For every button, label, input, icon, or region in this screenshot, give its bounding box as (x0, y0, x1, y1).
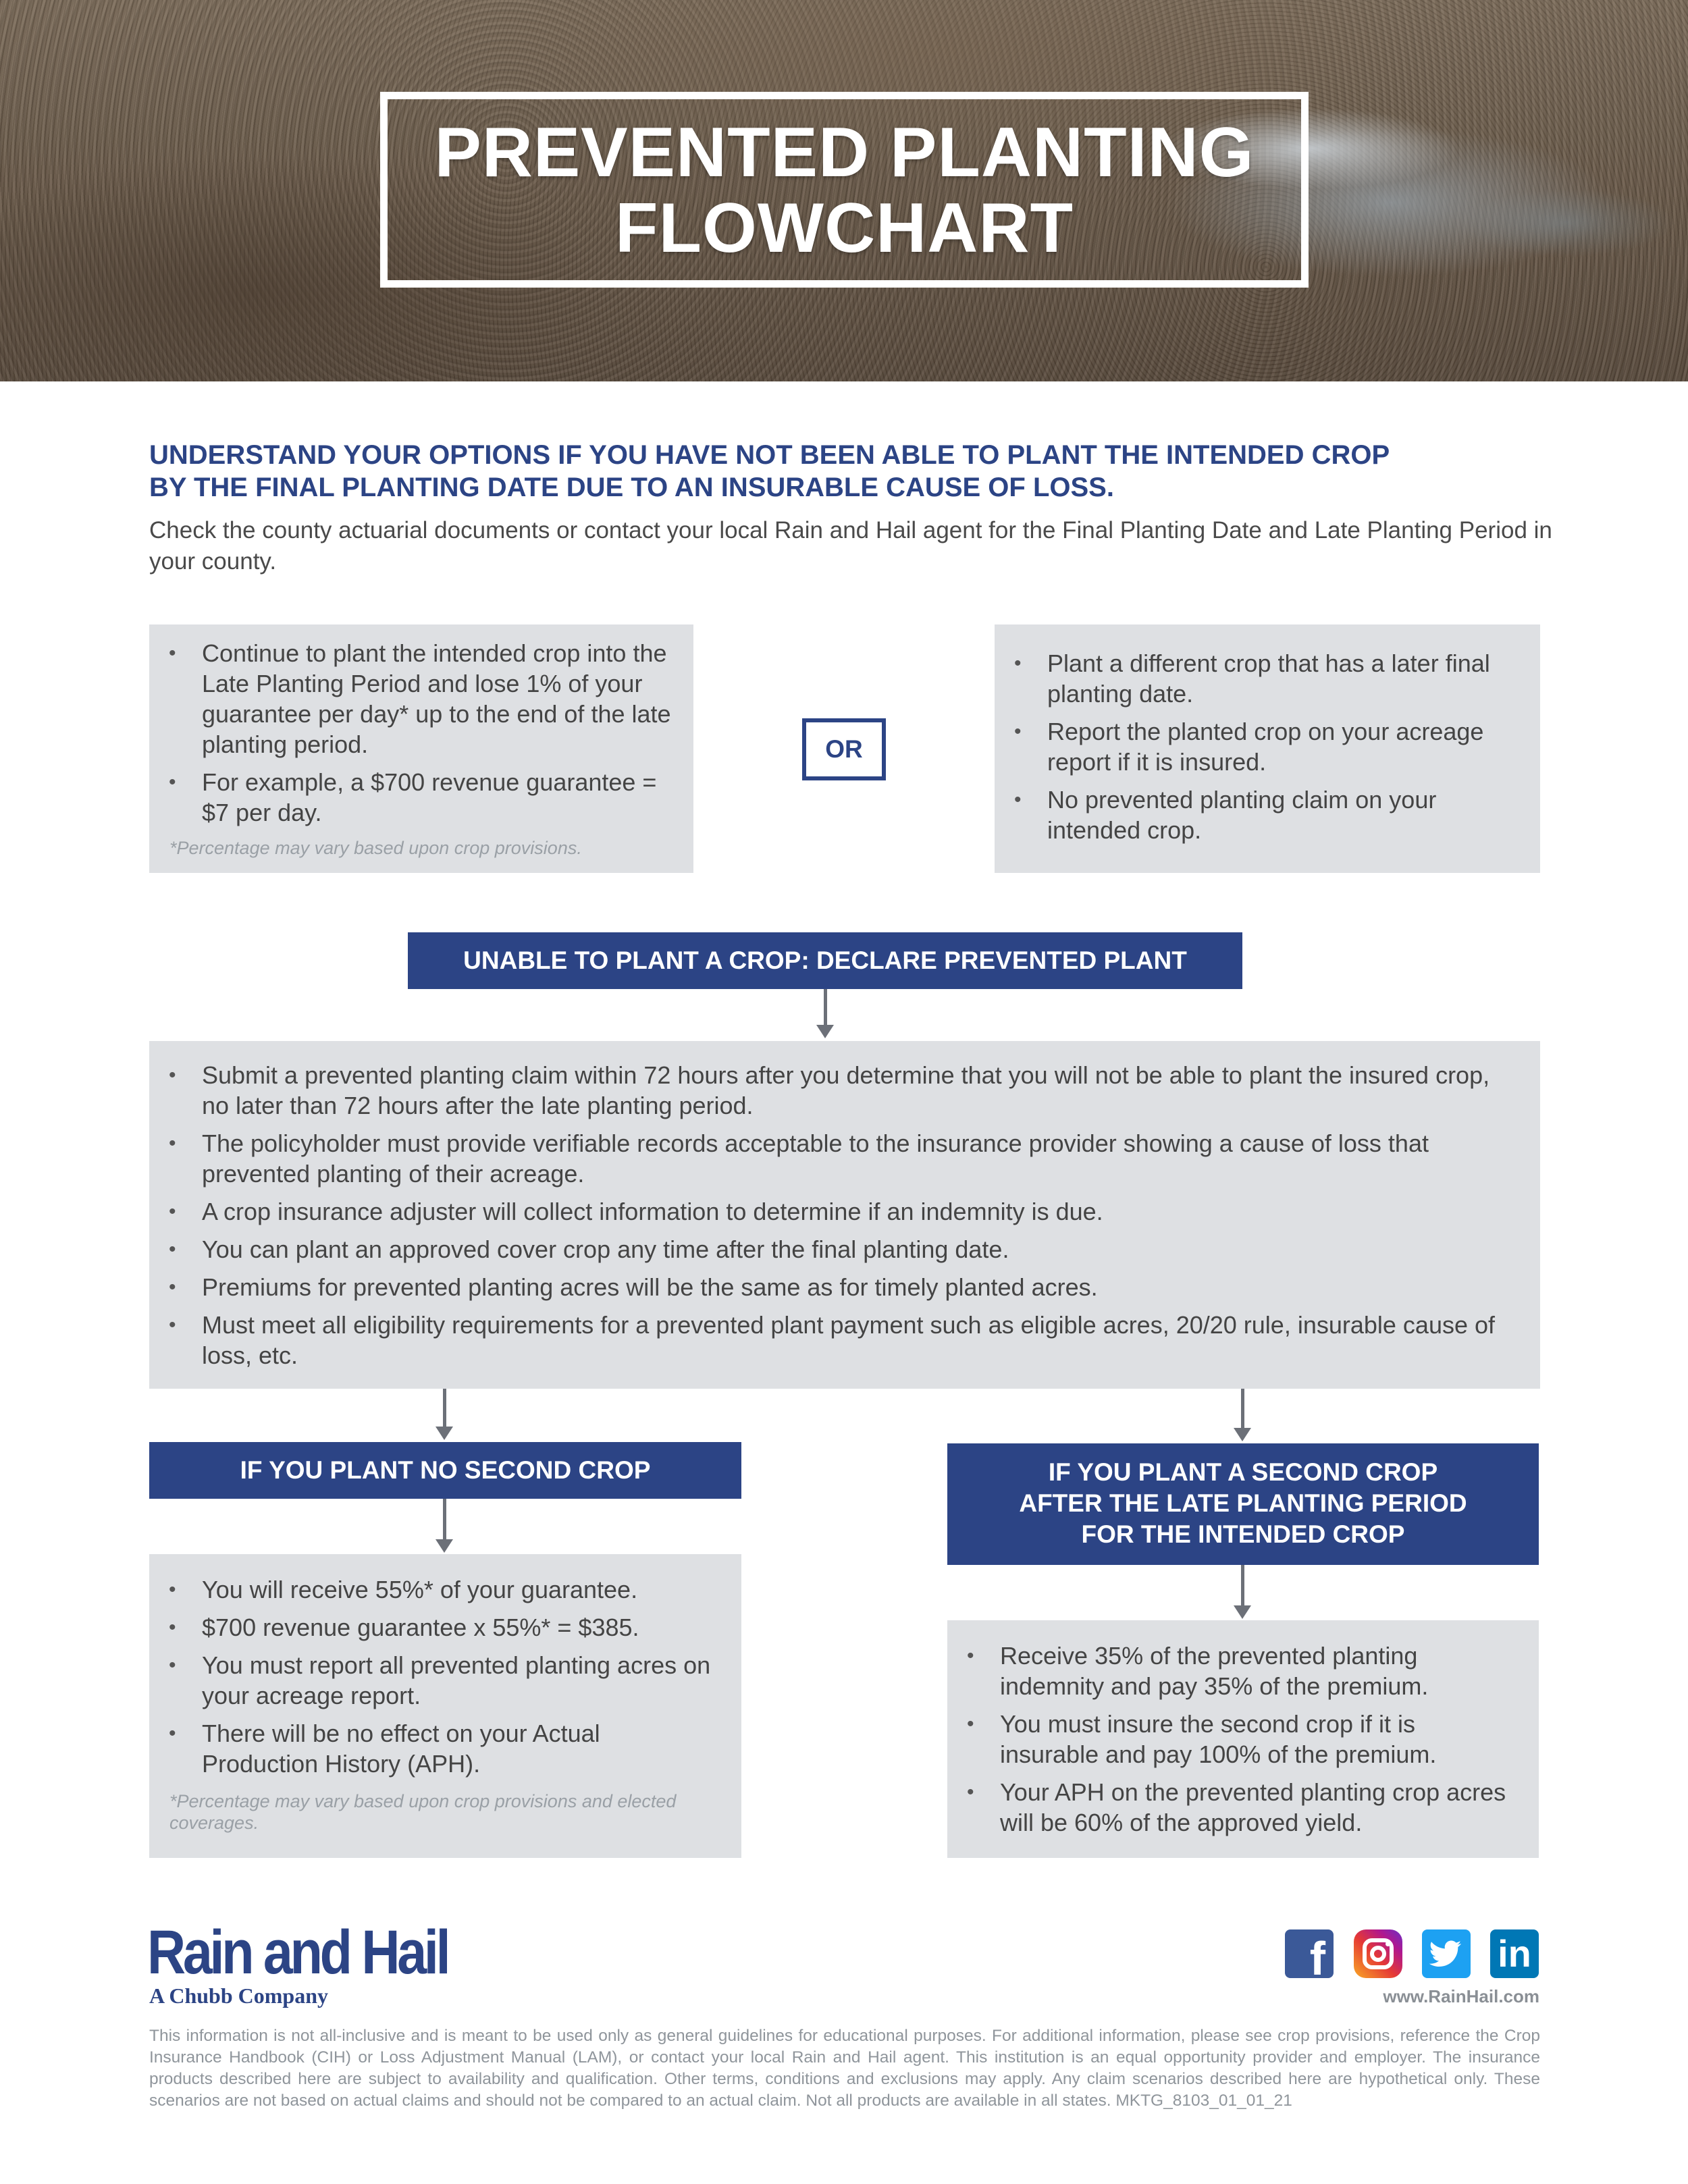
intro-heading-line-1: UNDERSTAND YOUR OPTIONS IF YOU HAVE NOT BEEN ABLE TO PLANT THE INTENDED CROP (149, 440, 1390, 470)
second-crop-bullets (947, 1641, 1519, 1838)
list-item: • Receive 35% of the prevented planting indemnity and pay 35% of the premium. (947, 1641, 1519, 1701)
list-item: • Premiums for prevented planting acres will be the same as for timely planted acres. (149, 1272, 1520, 1302)
second-crop-banner-line-1: IF YOU PLANT A SECOND CROP (1048, 1458, 1438, 1486)
website-link[interactable]: www.RainHail.com (1383, 1986, 1539, 2006)
flow-arrow-down-icon (443, 1499, 446, 1541)
second-crop-banner (947, 1443, 1539, 1565)
list-item: • Must meet all eligibility requirements for a prevented plant payment such as eligible acres, 20/20 rule, insurable cause of loss, etc. (149, 1310, 1520, 1370)
list-item: • The policyholder must provide verifiable records acceptable to the insurance provider showing a cause of loss that prevented planting of their acreage. (149, 1128, 1520, 1189)
list-item: • Submit a prevented planting claim within 72 hours after you determine that you will not be able to plant the insured crop, no later than 72 hours after the late planting period. (149, 1060, 1520, 1121)
facebook-icon[interactable] (1285, 1929, 1334, 1985)
linkedin-glyph: in (1498, 1932, 1531, 1975)
instagram-icon[interactable] (1354, 1929, 1402, 1978)
list-item: • No prevented planting claim on your intended crop. (995, 784, 1520, 845)
different-crop-bullets (995, 648, 1520, 845)
intro-heading (149, 439, 1554, 504)
page-title-line-2: FLOWCHART (614, 189, 1074, 267)
list-item: • Report the planted crop on your acreage report if it is insured. (995, 716, 1520, 777)
facebook-glyph: f (1309, 1932, 1325, 1985)
list-item: • You must insure the second crop if it is insurable and pay 100% of the premium. (947, 1709, 1519, 1769)
or-divider-badge: OR (802, 718, 886, 780)
list-item: • You can plant an approved cover crop any time after the final planting date. (149, 1234, 1520, 1264)
prevented-planting-claim-box (149, 1041, 1540, 1389)
second-crop-banner-line-3: FOR THE INTENDED CROP (1081, 1520, 1405, 1548)
page-title (380, 115, 1309, 266)
no-second-crop-banner: IF YOU PLANT NO SECOND CROP (149, 1442, 741, 1499)
list-item: • Continue to plant the intended crop into the Late Planting Period and lose 1% of your guarantee per day* up to the end of the late planting period. (149, 638, 673, 760)
flow-arrow-down-icon (443, 1389, 446, 1428)
late-planting-option-box (149, 624, 693, 873)
intro-text: Check the county actuarial documents or contact your local Rain and Hail agent for the Final Planting Date and Late Planting Period in your county. (149, 517, 1552, 575)
no-second-crop-footnote: *Percentage may vary based upon crop provisions and elected coverages. (169, 1791, 677, 1833)
list-item: • You must report all prevented planting acres on your acreage report. (149, 1650, 721, 1711)
rain-and-hail-logo[interactable]: Rain and Hail (147, 1918, 448, 1987)
claim-bullets (149, 1060, 1520, 1370)
different-crop-option-box (995, 624, 1540, 873)
list-item: • For example, a $700 revenue guarantee = $7 per day. (149, 767, 673, 828)
disclaimer-text: This information is not all-inclusive and is meant to be used only as general guidelines for educational purposes. For additional information, please see crop provisions, reference the Crop Insurance Handbook (CIH) or Loss Adjustment Manual (LAM), or contact your local Rain and Hail agent. This institution is an equal opportunity provider and employer. The insurance products described here are subject to availability and qualification. Other terms, conditions and exclusions may apply. Any claim scenarios described here are hypothetical only. These scenarios are not based on actual claims and should not be compared to an actual claim. Not all products are available in all states. MKTG_8103_01_01_21 (149, 2027, 1540, 2110)
page-title-line-1: PREVENTED PLANTING (434, 113, 1255, 192)
flow-arrow-down-icon (1241, 1565, 1244, 1607)
intro-heading-line-2: BY THE FINAL PLANTING DATE DUE TO AN INSURABLE CAUSE OF LOSS. (149, 473, 1114, 502)
second-crop-box (947, 1620, 1539, 1858)
late-planting-bullets (149, 638, 673, 828)
list-item: • Your APH on the prevented planting crop acres will be 60% of the approved yield. (947, 1777, 1519, 1838)
declare-prevented-plant-banner: UNABLE TO PLANT A CROP: DECLARE PREVENTED PLANT (408, 932, 1242, 989)
list-item: • There will be no effect on your Actual Production History (APH). (149, 1718, 721, 1779)
second-crop-banner-line-2: AFTER THE LATE PLANTING PERIOD (1019, 1489, 1467, 1517)
list-item: • You will receive 55%* of your guarantee. (149, 1574, 721, 1605)
no-second-crop-bullets (149, 1574, 721, 1779)
linkedin-icon[interactable] (1490, 1929, 1539, 1978)
logo-subtitle: A Chubb Company (149, 1983, 328, 2008)
list-item: • $700 revenue guarantee x 55%* = $385. (149, 1612, 721, 1643)
late-planting-footnote: *Percentage may vary based upon crop provisions. (169, 838, 582, 858)
flow-arrow-down-icon (824, 989, 827, 1026)
hero-banner (0, 0, 1688, 381)
twitter-icon[interactable] (1422, 1929, 1471, 1978)
twitter-bird-icon (1422, 1929, 1471, 1978)
flow-arrow-down-icon (1241, 1389, 1244, 1429)
list-item: • Plant a different crop that has a later final planting date. (995, 648, 1520, 709)
no-second-crop-box (149, 1554, 741, 1858)
list-item: • A crop insurance adjuster will collect information to determine if an indemnity is due. (149, 1196, 1520, 1227)
